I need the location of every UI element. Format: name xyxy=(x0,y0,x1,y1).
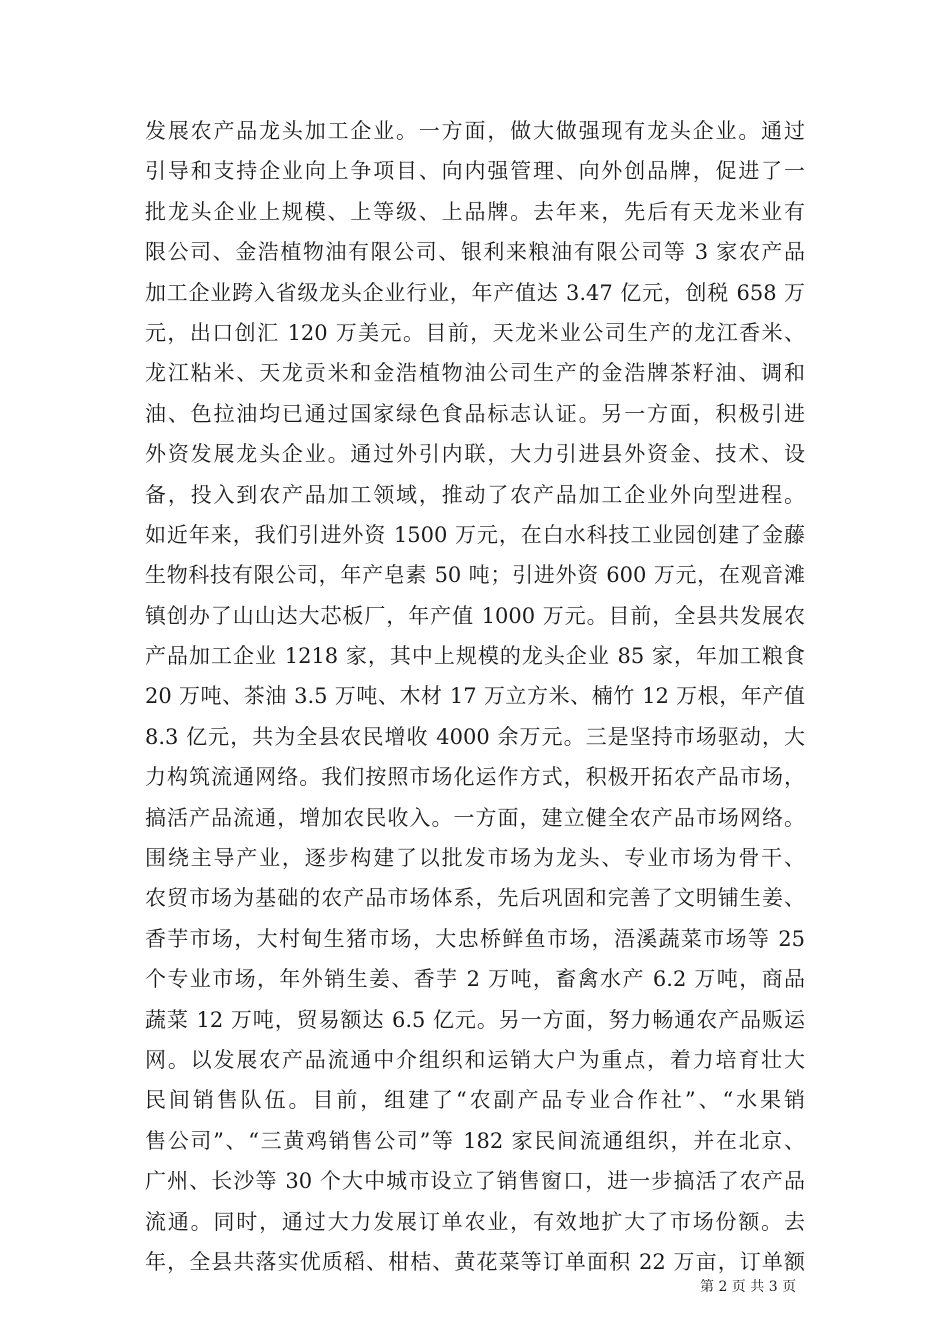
text-line: 如近年来，我们引进外资 1500 万元，在白水科技工业园创建了金藤 xyxy=(145,522,805,547)
text-line: 香芋市场，大村甸生猪市场，大忠桥鲜鱼市场，浯溪蔬菜市场等 25 xyxy=(145,926,805,951)
text-line: 搞活产品流通，增加农民收入。一方面，建立健全农产品市场网络。 xyxy=(145,805,805,830)
text-line: 生物科技有限公司，年产皂素 50 吨；引进外资 600 万元，在观音滩 xyxy=(145,563,805,588)
text-line: 年，全县共落实优质稻、柑桔、黄花菜等订单面积 22 万亩，订单额 xyxy=(145,1249,805,1274)
text-line: 油、色拉油均已通过国家绿色食品标志认证。另一方面，积极引进 xyxy=(145,401,805,426)
text-line: 售公司”、“三黄鸡销售公司”等 182 家民间流通组织，并在北京、 xyxy=(145,1128,805,1153)
text-line: 网。以发展农产品流通中介组织和运销大户为重点，着力培育壮大 xyxy=(145,1047,805,1072)
text-line: 围绕主导产业，逐步构建了以批发市场为龙头、专业市场为骨干、 xyxy=(145,846,805,871)
text-line: 个专业市场，年外销生姜、香芋 2 万吨，畜禽水产 6.2 万吨，商品 xyxy=(145,967,805,992)
text-line: 加工企业跨入省级龙头企业行业，年产值达 3.47 亿元，创税 658 万 xyxy=(145,280,805,305)
text-line: 引导和支持企业向上争项目、向内强管理、向外创品牌，促进了一 xyxy=(145,159,805,184)
text-line: 流通。同时，通过大力发展订单农业，有效地扩大了市场份额。去 xyxy=(145,1209,805,1234)
text-line: 20 万吨、茶油 3.5 万吨、木材 17 万立方米、楠竹 12 万根，年产值 xyxy=(145,684,805,709)
text-line: 批龙头企业上规模、上等级、上品牌。去年来，先后有天龙米业有 xyxy=(145,199,805,224)
text-line: 龙江粘米、天龙贡米和金浩植物油公司生产的金浩牌茶籽油、调和 xyxy=(145,361,805,386)
text-line: 镇创办了山山达大芯板厂，年产值 1000 万元。目前，全县共发展农 xyxy=(145,603,805,628)
text-line: 民间销售队伍。目前，组建了“农副产品专业合作社”、“水果销 xyxy=(145,1088,805,1113)
text-line: 8.3 亿元，共为全县农民增收 4000 余万元。三是坚持市场驱动，大 xyxy=(145,724,805,749)
text-line: 力构筑流通网络。我们按照市场化运作方式，积极开拓农产品市场， xyxy=(145,765,805,790)
text-line: 农贸市场为基础的农产品市场体系，先后巩固和完善了文明铺生姜、 xyxy=(145,886,805,911)
text-line: 备，投入到农产品加工领域，推动了农产品加工企业外向型进程。 xyxy=(145,482,805,507)
text-line: 元，出口创汇 120 万美元。目前，天龙米业公司生产的龙江香米、 xyxy=(145,320,805,345)
text-line: 外资发展龙头企业。通过外引内联，大力引进县外资金、技术、设 xyxy=(145,442,805,467)
text-line: 限公司、金浩植物油有限公司、银利来粮油有限公司等 3 家农产品 xyxy=(145,240,805,265)
page-number: 第 2 页 共 3 页 xyxy=(700,1279,797,1295)
text-line: 广州、长沙等 30 个大中城市设立了销售窗口，进一步搞活了农产品 xyxy=(145,1169,805,1194)
body-paragraph xyxy=(145,111,805,1282)
text-line: 发展农产品龙头加工企业。一方面，做大做强现有龙头企业。通过 xyxy=(145,119,805,143)
text-line: 蔬菜 12 万吨，贸易额达 6.5 亿元。另一方面，努力畅通农产品贩运 xyxy=(145,1007,805,1032)
text-line: 产品加工企业 1218 家，其中上规模的龙头企业 85 家，年加工粮食 xyxy=(145,644,805,669)
